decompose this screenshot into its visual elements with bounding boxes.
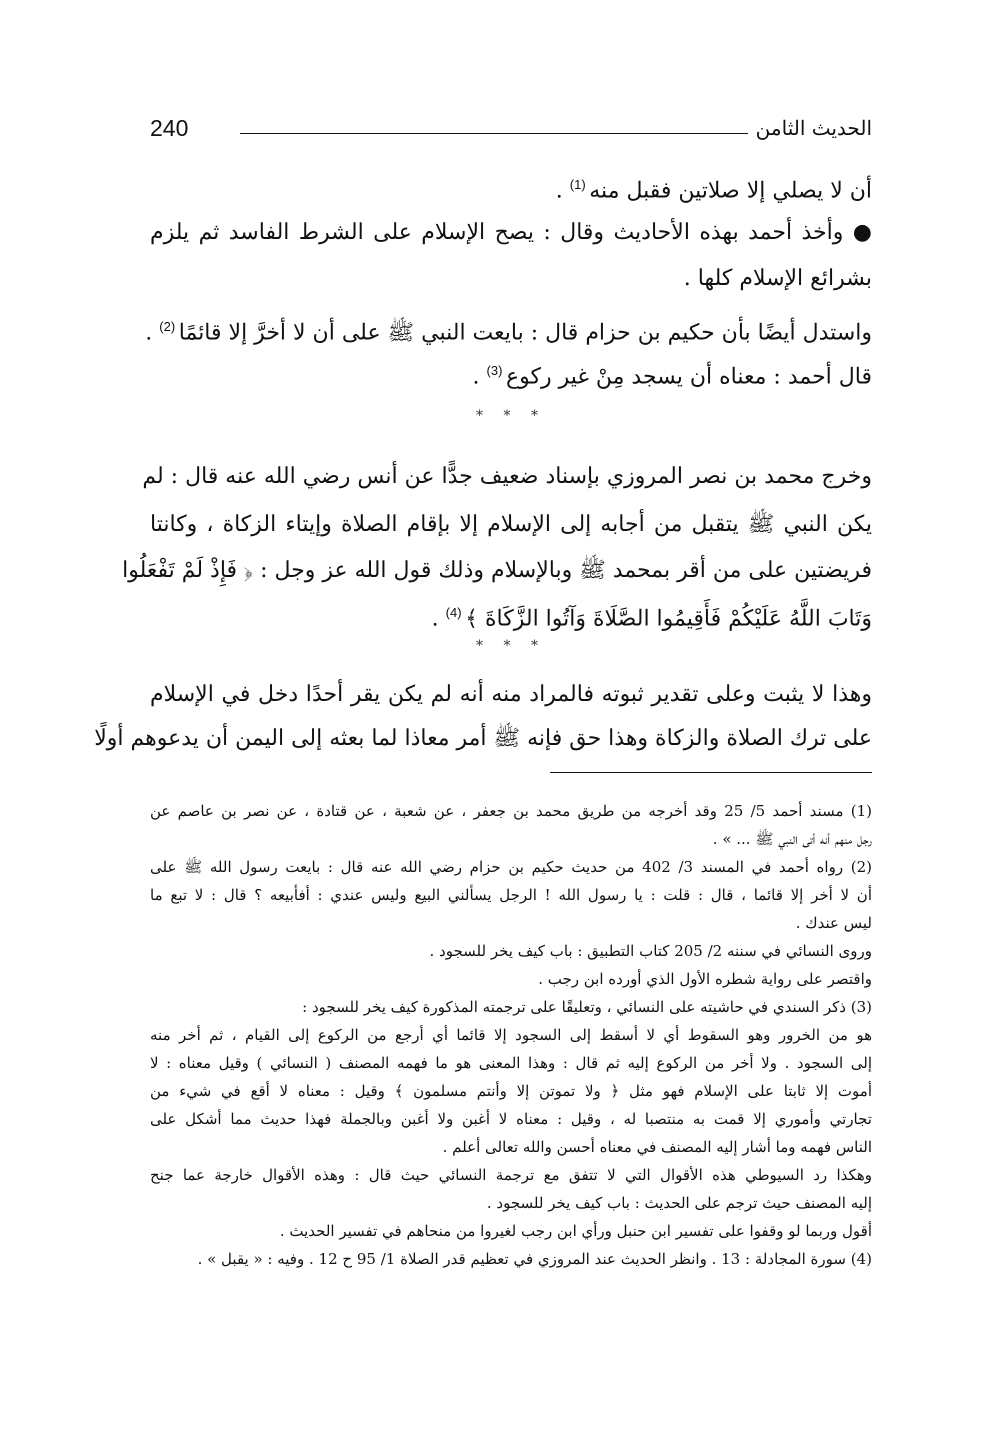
line-text: أن لا أخر إلا قائما ، قال : قلت : يا رسول الله ! الرجل يسألني البيع وليس عندي : أفأبيعه ؟ قال : لا تبع ما [150, 886, 872, 904]
line-tail: . [472, 364, 487, 390]
header-rule [240, 133, 748, 134]
text-line [150, 1024, 872, 1046]
line-text: وهكذا رد السيوطي هذه الأقوال التي لا تتفق مع ترجمة النسائي حيث قال : وهذه الأقوال خارجة عما جنح [150, 1166, 872, 1184]
line-text: وهذا لا يثبت وعلى تقدير ثبوته فالمراد منه أنه لم يكن يقر أحدًا دخل في الإسلام [150, 682, 872, 707]
text-line [94, 722, 872, 756]
text-line [150, 1052, 872, 1074]
text-line [142, 460, 872, 494]
footnote-ref: (1) [569, 177, 590, 192]
text-line [150, 800, 872, 822]
text-line [150, 856, 872, 878]
footnote-ref: (2) [159, 319, 179, 334]
text-line [150, 216, 872, 250]
line-text: أن لا يصلي إلا صلاتين فقبل منه [589, 178, 872, 204]
footnote-rule [550, 772, 872, 773]
line-tail: . [431, 606, 446, 632]
line-text: قال أحمد : معناه أن يسجد مِنْ غير ركوع [506, 364, 872, 390]
text-line [150, 1136, 872, 1158]
line-text: وخرج محمد بن نصر المروزي بإسناد ضعيف جدًّا عن أنس رضي الله عنه قال : لم [142, 464, 872, 489]
line-tail: . [555, 178, 570, 204]
line-text: بشرائع الإسلام كلها . [683, 266, 872, 291]
footnote-ref: (4) [445, 605, 466, 620]
line-text: وروى النسائي في سننه 2/ 205 كتاب التطبيق : باب كيف يخر للسجود . [429, 942, 872, 960]
text-line [122, 554, 872, 588]
text-line [150, 1248, 872, 1270]
line-text: رجل منهم أنه أتى النبي ﷺ ... » . [712, 830, 872, 848]
text-line [150, 168, 872, 208]
text-line [150, 354, 872, 394]
line-text: أقول وربما لو وقفوا على تفسير ابن حنبل ورأي ابن رجب لغيروا من منحاهم في تفسير الحديث . [279, 1222, 872, 1240]
running-head: الحديث الثامن [755, 116, 872, 140]
text-line [150, 678, 872, 712]
text-line [145, 310, 872, 350]
footnote-ref: (3) [486, 363, 507, 378]
line-text: (4) سورة المجادلة : 13 . وانظر الحديث عند المروزي في تعظيم قدر الصلاة 1/ 95 ح 12 . وفيه : « يقبل » . [197, 1250, 872, 1268]
text-line [150, 828, 872, 850]
text-line [150, 1080, 872, 1102]
text-line [150, 996, 872, 1018]
line-text: ليس عندك . [795, 914, 872, 932]
line-text: يكن النبي ﷺ يتقبل من أجابه إلى الإسلام إلا بإقام الصلاة وإيتاء الزكاة ، وكانتا [150, 512, 872, 537]
text-line [150, 884, 872, 906]
text-line [150, 912, 872, 934]
text-line [150, 262, 872, 296]
line-text: هو من الخرور وهو السقوط أي لا أسقط إلى السجود إلا قائما أي أرجع من الركوع إلى القيام ، ثم أخر منه [150, 1026, 872, 1044]
text-line [150, 968, 872, 990]
line-text: ● وأخذ أحمد بهذه الأحاديث وقال : يصح الإسلام على الشرط الفاسد ثم يلزم [150, 220, 872, 245]
line-text: وَتَابَ اللَّهُ عَلَيْكُمْ فَأَقِيمُوا الصَّلَاةَ وَآتُوا الزَّكَاةَ ﴾ [465, 606, 872, 632]
page-number: 240 [150, 115, 189, 141]
line-text: تجارتي وأموري إلا قمت به منتصبا له ، وقيل : معناه لا أغبن ولا أغبن وبالجملة فهذا حديث مما أشكل على [150, 1110, 872, 1128]
page-header [150, 112, 872, 152]
line-text: (2) رواه أحمد في المسند 3/ 402 من حديث حكيم بن حزام رضي الله عنه قال : بايعت رسول الله ﷺ على [150, 858, 872, 876]
section-separator: * * * [476, 408, 546, 424]
line-text: فريضتين على من أقر بمحمد ﷺ وبالإسلام وذلك قول الله عز وجل : ﴿ فَإِذْ لَمْ تَفْعَلُوا [122, 558, 872, 583]
line-text: أموت إلا ثابتا على الإسلام فهو مثل ﴿ ولا تموتن إلا وأنتم مسلمون ﴾ وقيل : معناه لا أقع في شيء من [150, 1082, 872, 1100]
text-line [150, 1164, 872, 1186]
text-line [150, 596, 872, 636]
line-text: (3) ذكر السندي في حاشيته على النسائي ، وتعليقًا على ترجمته المذكورة كيف يخر للسجود : [302, 998, 872, 1016]
section-separator: * * * [476, 638, 546, 654]
line-text: إليه المصنف حيث ترجم على الحديث : باب كيف يخر للسجود . [486, 1194, 872, 1212]
line-text: واستدل أيضًا بأن حكيم بن حزام قال : بايعت النبي ﷺ على أن لا أخرَّ إلا قائمًا [178, 320, 872, 346]
line-tail: . [145, 320, 160, 346]
line-text: الناس فهمه وما أشار إليه المصنف في معناه أحسن والله تعالى أعلم . [442, 1138, 872, 1156]
line-text: (1) مسند أحمد 5/ 25 وقد أخرجه من طريق محمد بن جعفر ، عن شعبة ، عن قتادة ، عن نصر بن عاصم عن [150, 802, 872, 820]
text-line [150, 1108, 872, 1130]
text-line [150, 508, 872, 542]
line-text: واقتصر على رواية شطره الأول الذي أورده ابن رجب . [538, 970, 872, 988]
text-line [150, 1192, 872, 1214]
line-text: إلى السجود . ولا أخر من الركوع إليه ثم قال : وهذا المعنى هو ما فهمه المصنف ( النسائي ) وقيل معناه : لا [150, 1054, 872, 1072]
text-line [150, 1220, 872, 1242]
line-text: على ترك الصلاة والزكاة وهذا حق فإنه ﷺ أمر معاذا لما بعثه إلى اليمن أن يدعوهم أولًا [94, 726, 872, 751]
text-line [150, 940, 872, 962]
